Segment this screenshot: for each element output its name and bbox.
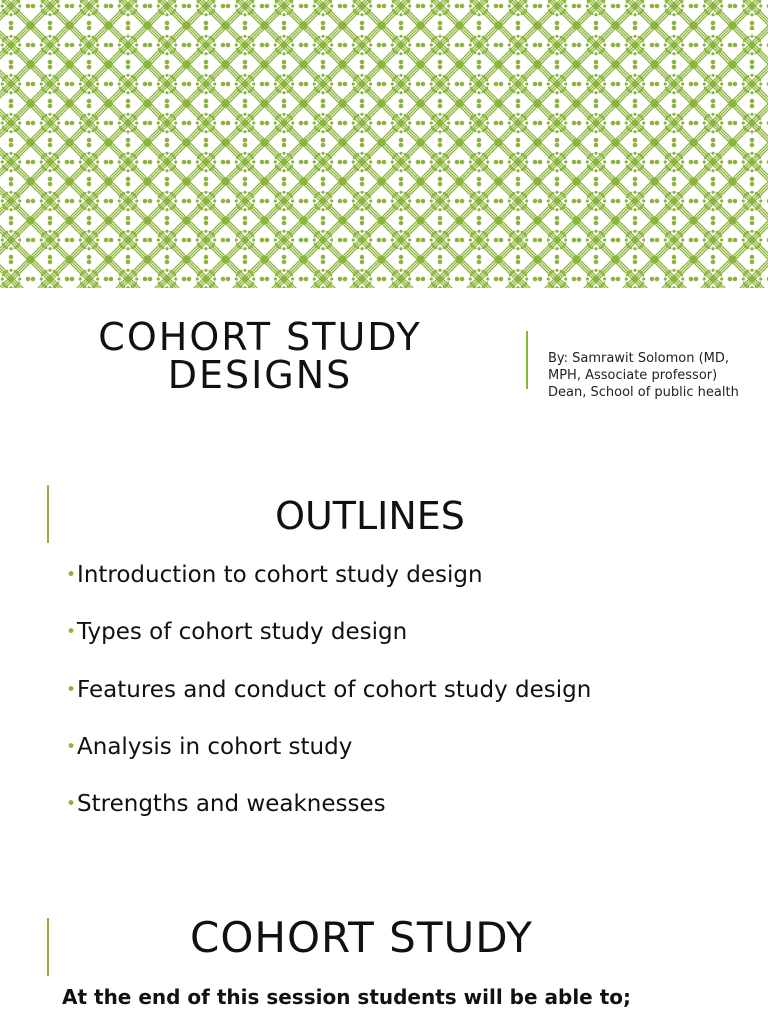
list-item-label: Analysis in cohort study — [77, 733, 353, 760]
bullet-icon: • — [66, 679, 77, 700]
bullet-icon: • — [66, 565, 77, 585]
list-item — [66, 675, 591, 732]
byline-line: MPH, Associate professor) — [548, 368, 718, 383]
cohort-study-slide — [0, 880, 768, 1024]
bullet-icon: • — [66, 794, 77, 814]
list-item-label: Types of cohort study design — [77, 619, 408, 646]
accent-divider — [526, 331, 528, 389]
bullet-icon: • — [66, 736, 77, 757]
list-item — [66, 732, 591, 789]
lead-text: At the end of this session students will be able to; — [62, 985, 632, 1009]
accent-divider — [47, 918, 49, 976]
bullet-icon: • — [66, 622, 77, 643]
outlines-slide — [0, 460, 768, 880]
slide-heading: OUTLINES — [275, 494, 465, 538]
list-item — [66, 617, 591, 674]
author-byline — [548, 350, 758, 401]
decorative-pattern-banner — [0, 0, 768, 288]
list-item — [66, 560, 591, 617]
list-item-label: Features and conduct of cohort study design — [77, 676, 592, 703]
slide-title: COHORT STUDY DESIGNS — [98, 315, 422, 397]
list-item-label: Introduction to cohort study design — [77, 562, 483, 588]
byline-line: Dean, School of public health — [548, 385, 739, 400]
list-item-label: Strengths and weaknesses — [77, 791, 386, 817]
slide-heading: COHORT STUDY — [190, 913, 533, 962]
title-slide — [0, 0, 768, 460]
list-item — [66, 789, 591, 846]
byline-line: By: Samrawit Solomon (MD, — [548, 351, 730, 366]
outline-list — [66, 560, 591, 846]
